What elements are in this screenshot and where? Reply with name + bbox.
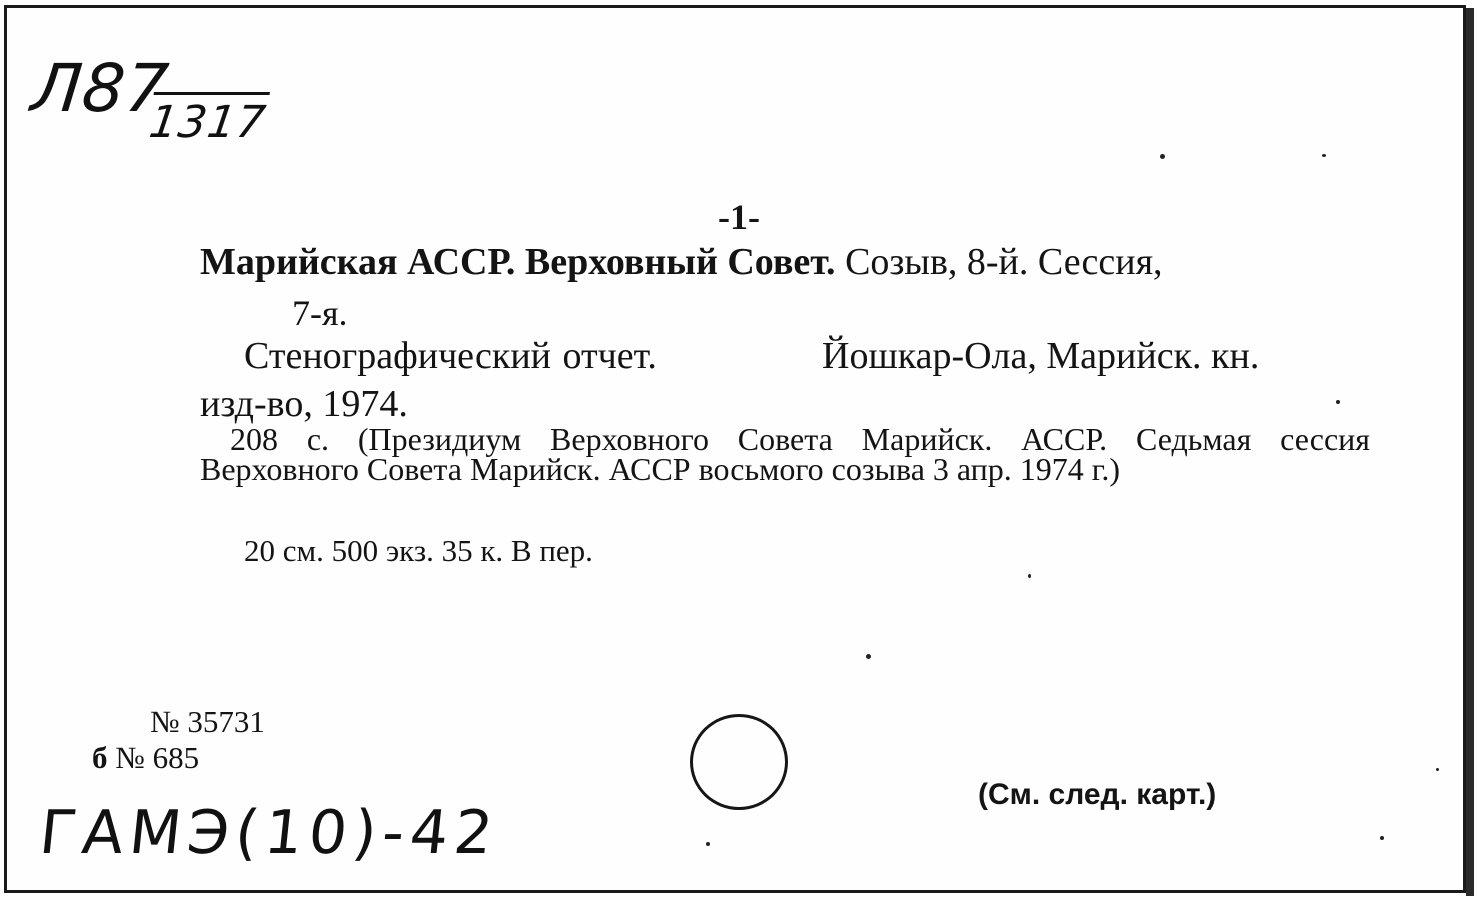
publication-place: Йошкар-Ола, Марийск. кн.: [822, 335, 1260, 377]
handwritten-bottom-code: ГАМЭ(10)-42: [36, 798, 503, 868]
handwritten-shelf-mark: Л87: [27, 50, 173, 127]
heading: [200, 240, 1163, 284]
continuation-note: (См. след. карт.): [978, 778, 1217, 811]
scan-speck: [866, 654, 871, 659]
scan-speck: [1028, 574, 1031, 578]
book-chamber-number: [92, 740, 199, 776]
card-edge-shadow: [1466, 8, 1474, 896]
scan-speck: [1160, 154, 1165, 159]
book-chamber-prefix: б: [92, 740, 108, 775]
punch-hole: [690, 714, 788, 810]
book-chamber-value: № 685: [107, 740, 200, 775]
registration-number: № 35731: [150, 704, 265, 739]
scan-speck: [706, 842, 710, 846]
scan-speck: [1336, 400, 1340, 404]
handwritten-shelf-mark-fraction: [146, 92, 270, 148]
scan-speck: [1322, 154, 1326, 157]
heading-continuation: 7-я.: [292, 293, 348, 333]
publisher-year: изд-во, 1974.: [200, 383, 408, 425]
series-note: 208 с. (Президиум Верховного Совета Марийск. АССР. Седьмая сессия Верховного Совета Марийск. АССР восьмого созыва 3 апр. 1974 г.): [200, 421, 1370, 487]
card-number: -1-: [718, 197, 760, 237]
title: Стенографический отчет.: [244, 335, 657, 377]
scan-speck: [1436, 768, 1439, 771]
heading-session: Созыв, 8-й. Сессия,: [835, 241, 1163, 283]
physical-description: 20 см. 500 экз. 35 к. В пер.: [244, 533, 593, 568]
scan-speck: [1380, 836, 1384, 840]
heading-author: Марийская АССР. Верховный Совет.: [200, 241, 836, 283]
handwritten-shelf-mark-sub: 1317: [146, 92, 270, 148]
